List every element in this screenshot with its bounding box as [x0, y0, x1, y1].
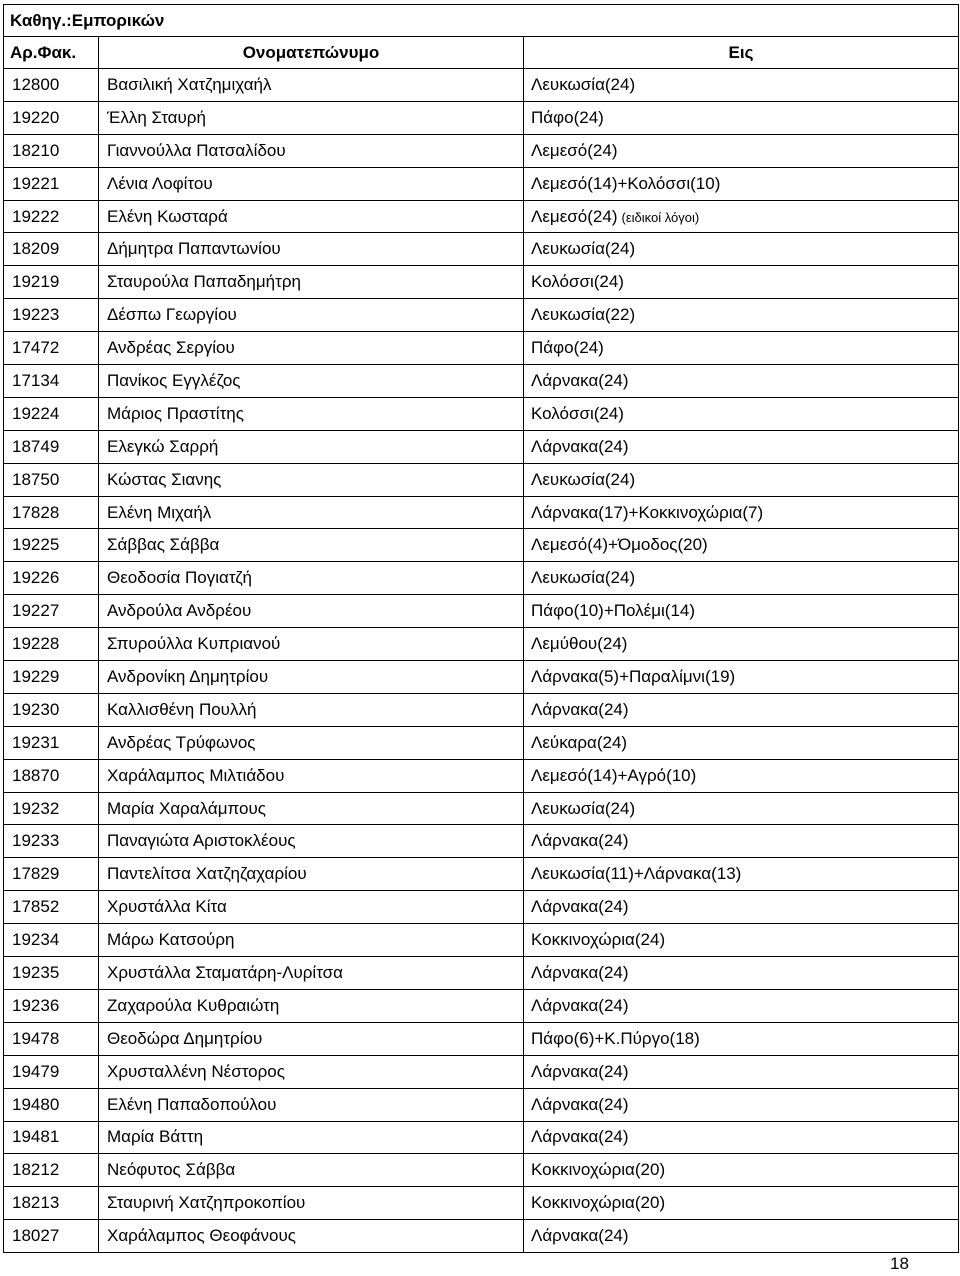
file-number-cell: 19481 [4, 1121, 99, 1154]
full-name-cell: Παναγιώτα Αριστοκλέους [99, 825, 524, 858]
full-name-cell: Σάββας Σάββα [99, 529, 524, 562]
location-cell [524, 463, 959, 496]
full-name-cell: Ελεγκώ Σαρρή [99, 430, 524, 463]
location-cell [524, 1220, 959, 1253]
table-row [4, 69, 959, 102]
full-name-cell: Ελένη Μιχαήλ [99, 496, 524, 529]
table-row [4, 759, 959, 792]
file-number-cell: 18213 [4, 1187, 99, 1220]
table-row [4, 430, 959, 463]
full-name-cell: Πανίκος Εγγλέζος [99, 365, 524, 398]
location-cell [524, 430, 959, 463]
full-name-cell: Βασιλική Χατζημιχαήλ [99, 69, 524, 102]
full-name-cell: Χρυσταλλένη Νέστορος [99, 1055, 524, 1088]
location-text: Κοκκινοχώρια(20) [531, 1160, 666, 1180]
location-text: Λεμεσό(4)+Όμοδος(20) [531, 535, 708, 555]
table-row [4, 1088, 959, 1121]
full-name-cell: Ελένη Κωσταρά [99, 200, 524, 233]
header-file-number: Αρ.Φακ. [4, 37, 99, 69]
full-name-cell: Ανδρούλα Ανδρέου [99, 595, 524, 628]
file-number-cell: 18209 [4, 233, 99, 266]
file-number-cell: 19229 [4, 661, 99, 694]
location-text: Λάρνακα(24) [531, 995, 629, 1015]
full-name-cell: Δήμητρα Παπαντωνίου [99, 233, 524, 266]
table-row [4, 825, 959, 858]
file-number-cell: 18749 [4, 430, 99, 463]
table-row [4, 1121, 959, 1154]
file-number-cell: 12800 [4, 69, 99, 102]
table-row [4, 891, 959, 924]
location-text: Πάφο(6)+Κ.Πύργο(18) [531, 1028, 700, 1048]
location-text: Λεύκαρα(24) [531, 732, 628, 752]
location-text: Λάρνακα(24) [531, 370, 629, 390]
location-text: Λευκωσία(24) [531, 798, 636, 818]
table-row [4, 562, 959, 595]
table-row [4, 200, 959, 233]
file-number-cell: 19226 [4, 562, 99, 595]
location-cell [524, 101, 959, 134]
location-text: Λεμύθου(24) [531, 634, 628, 654]
table-row [4, 397, 959, 430]
location-cell [524, 693, 959, 726]
category-row [4, 5, 959, 37]
location-text: Λάρνακα(24) [531, 699, 629, 719]
location-text: Λευκωσία(24) [531, 568, 636, 588]
file-number-cell: 19233 [4, 825, 99, 858]
table-row [4, 661, 959, 694]
file-number-cell: 19478 [4, 1022, 99, 1055]
file-number-cell: 19235 [4, 957, 99, 990]
full-name-cell: Χαράλαμπος Μιλτιάδου [99, 759, 524, 792]
table-row [4, 233, 959, 266]
location-cell [524, 69, 959, 102]
table-row [4, 1022, 959, 1055]
location-cell [524, 1187, 959, 1220]
table-row [4, 595, 959, 628]
file-number-cell: 19222 [4, 200, 99, 233]
file-number-cell: 19236 [4, 989, 99, 1022]
category-label: Καθηγ.:Εμπορικών [4, 5, 959, 37]
page-number: 18 [890, 1254, 909, 1273]
location-text: Λάρνακα(24) [531, 831, 629, 851]
table-row [4, 957, 959, 990]
file-number-cell: 18027 [4, 1220, 99, 1253]
location-cell [524, 562, 959, 595]
file-number-cell: 17472 [4, 332, 99, 365]
location-cell [524, 167, 959, 200]
table-row [4, 1055, 959, 1088]
table-row [4, 989, 959, 1022]
full-name-cell: Σταυρινή Χατζηπροκοπίου [99, 1187, 524, 1220]
header-location: Εις [524, 37, 959, 69]
table-row [4, 266, 959, 299]
full-name-cell: Ανδρονίκη Δημητρίου [99, 661, 524, 694]
table-row [4, 529, 959, 562]
location-cell [524, 924, 959, 957]
file-number-cell: 19224 [4, 397, 99, 430]
file-number-cell: 19228 [4, 628, 99, 661]
full-name-cell: Σταυρούλα Παπαδημήτρη [99, 266, 524, 299]
location-cell [524, 858, 959, 891]
location-text: Λεμεσό(14)+Αγρό(10) [531, 765, 697, 785]
full-name-cell: Σπυρούλλα Κυπριανού [99, 628, 524, 661]
full-name-cell: Ελένη Παπαδοπούλου [99, 1088, 524, 1121]
file-number-cell: 18750 [4, 463, 99, 496]
full-name-cell: Μάρω Κατσούρη [99, 924, 524, 957]
location-cell [524, 200, 959, 233]
full-name-cell: Νεόφυτος Σάββα [99, 1154, 524, 1187]
full-name-cell: Μάριος Πραστίτης [99, 397, 524, 430]
file-number-cell: 18210 [4, 134, 99, 167]
table-row [4, 693, 959, 726]
header-row [4, 37, 959, 69]
table-row [4, 1187, 959, 1220]
location-cell [524, 299, 959, 332]
location-cell [524, 957, 959, 990]
table-row [4, 365, 959, 398]
full-name-cell: Παντελίτσα Χατζηζαχαρίου [99, 858, 524, 891]
file-number-cell: 19231 [4, 726, 99, 759]
location-text: Λευκωσία(24) [531, 74, 636, 94]
full-name-cell: Δέσπω Γεωργίου [99, 299, 524, 332]
full-name-cell: Θεοδώρα Δημητρίου [99, 1022, 524, 1055]
table-row [4, 496, 959, 529]
location-text: Πάφο(24) [531, 338, 604, 358]
location-note: (ειδικοί λόγοι) [621, 209, 700, 225]
location-cell [524, 397, 959, 430]
location-text: Λευκωσία(24) [531, 239, 636, 259]
full-name-cell: Χρυστάλλα Σταματάρη-Λυρίτσα [99, 957, 524, 990]
table-row [4, 299, 959, 332]
file-number-cell: 17134 [4, 365, 99, 398]
location-text: Λάρνακα(24) [531, 1127, 629, 1147]
file-number-cell: 17852 [4, 891, 99, 924]
full-name-cell: Χαράλαμπος Θεοφάνους [99, 1220, 524, 1253]
file-number-cell: 19225 [4, 529, 99, 562]
location-cell [524, 266, 959, 299]
location-cell [524, 726, 959, 759]
location-cell [524, 134, 959, 167]
location-text: Λευκωσία(11)+Λάρνακα(13) [531, 864, 742, 884]
location-cell [524, 989, 959, 1022]
file-number-cell: 19220 [4, 101, 99, 134]
location-text: Λάρνακα(24) [531, 1094, 629, 1114]
file-number-cell: 18870 [4, 759, 99, 792]
location-text: Λευκωσία(22) [531, 305, 636, 325]
file-number-cell: 19480 [4, 1088, 99, 1121]
table-row [4, 332, 959, 365]
location-cell [524, 1154, 959, 1187]
full-name-cell: Καλλισθένη Πουλλή [99, 693, 524, 726]
location-text: Κολόσσι(24) [531, 272, 624, 292]
full-name-cell: Χρυστάλλα Κίτα [99, 891, 524, 924]
full-name-cell: Μαρία Βάττη [99, 1121, 524, 1154]
file-number-cell: 18212 [4, 1154, 99, 1187]
file-number-cell: 19479 [4, 1055, 99, 1088]
location-cell [524, 1022, 959, 1055]
full-name-cell: Ζαχαρούλα Κυθραιώτη [99, 989, 524, 1022]
location-text: Λάρνακα(17)+Κοκκινοχώρια(7) [531, 502, 764, 522]
location-text: Λεμεσό(14)+Κολόσσι(10) [531, 173, 721, 193]
table-row [4, 1220, 959, 1253]
full-name-cell: Μαρία Χαραλάμπους [99, 792, 524, 825]
location-text: Πάφο(24) [531, 107, 604, 127]
full-name-cell: Γιαννούλλα Πατσαλίδου [99, 134, 524, 167]
location-text: Λάρνακα(24) [531, 1226, 629, 1246]
location-cell [524, 332, 959, 365]
table-row [4, 463, 959, 496]
table-row [4, 134, 959, 167]
location-text: Λάρνακα(24) [531, 436, 629, 456]
full-name-cell: Λένια Λοφίτου [99, 167, 524, 200]
location-cell [524, 628, 959, 661]
location-text: Κολόσσι(24) [531, 403, 624, 423]
file-number-cell: 19232 [4, 792, 99, 825]
table-row [4, 792, 959, 825]
location-cell [524, 759, 959, 792]
location-text: Λεμεσό(24) [531, 206, 618, 226]
full-name-cell: Θεοδοσία Πογιατζή [99, 562, 524, 595]
table-row [4, 167, 959, 200]
table-row [4, 101, 959, 134]
file-number-cell: 17828 [4, 496, 99, 529]
assignment-table [3, 4, 959, 1253]
table-row [4, 726, 959, 759]
file-number-cell: 17829 [4, 858, 99, 891]
location-text: Λάρνακα(5)+Παραλίμνι(19) [531, 666, 736, 686]
location-cell [524, 1055, 959, 1088]
table-row [4, 924, 959, 957]
file-number-cell: 19221 [4, 167, 99, 200]
full-name-cell: Έλλη Σταυρή [99, 101, 524, 134]
location-text: Κοκκινοχώρια(24) [531, 930, 666, 950]
table-row [4, 1154, 959, 1187]
table-row [4, 858, 959, 891]
location-cell [524, 1121, 959, 1154]
location-cell [524, 1088, 959, 1121]
table-row [4, 628, 959, 661]
location-text: Λεμεσό(24) [531, 140, 618, 160]
location-text: Λάρνακα(24) [531, 962, 629, 982]
header-full-name: Ονοματεπώνυμο [99, 37, 524, 69]
full-name-cell: Ανδρέας Σεργίου [99, 332, 524, 365]
location-cell [524, 661, 959, 694]
location-cell [524, 233, 959, 266]
location-text: Λάρνακα(24) [531, 1061, 629, 1081]
file-number-cell: 19230 [4, 693, 99, 726]
location-text: Πάφο(10)+Πολέμι(14) [531, 601, 696, 621]
location-cell [524, 595, 959, 628]
location-cell [524, 891, 959, 924]
location-cell [524, 529, 959, 562]
location-text: Κοκκινοχώρια(20) [531, 1193, 666, 1213]
file-number-cell: 19234 [4, 924, 99, 957]
file-number-cell: 19227 [4, 595, 99, 628]
full-name-cell: Κώστας Σιανης [99, 463, 524, 496]
location-cell [524, 365, 959, 398]
location-text: Λάρνακα(24) [531, 897, 629, 917]
location-cell [524, 496, 959, 529]
location-cell [524, 792, 959, 825]
full-name-cell: Ανδρέας Τρύφωνος [99, 726, 524, 759]
location-cell [524, 825, 959, 858]
file-number-cell: 19219 [4, 266, 99, 299]
location-text: Λευκωσία(24) [531, 469, 636, 489]
file-number-cell: 19223 [4, 299, 99, 332]
